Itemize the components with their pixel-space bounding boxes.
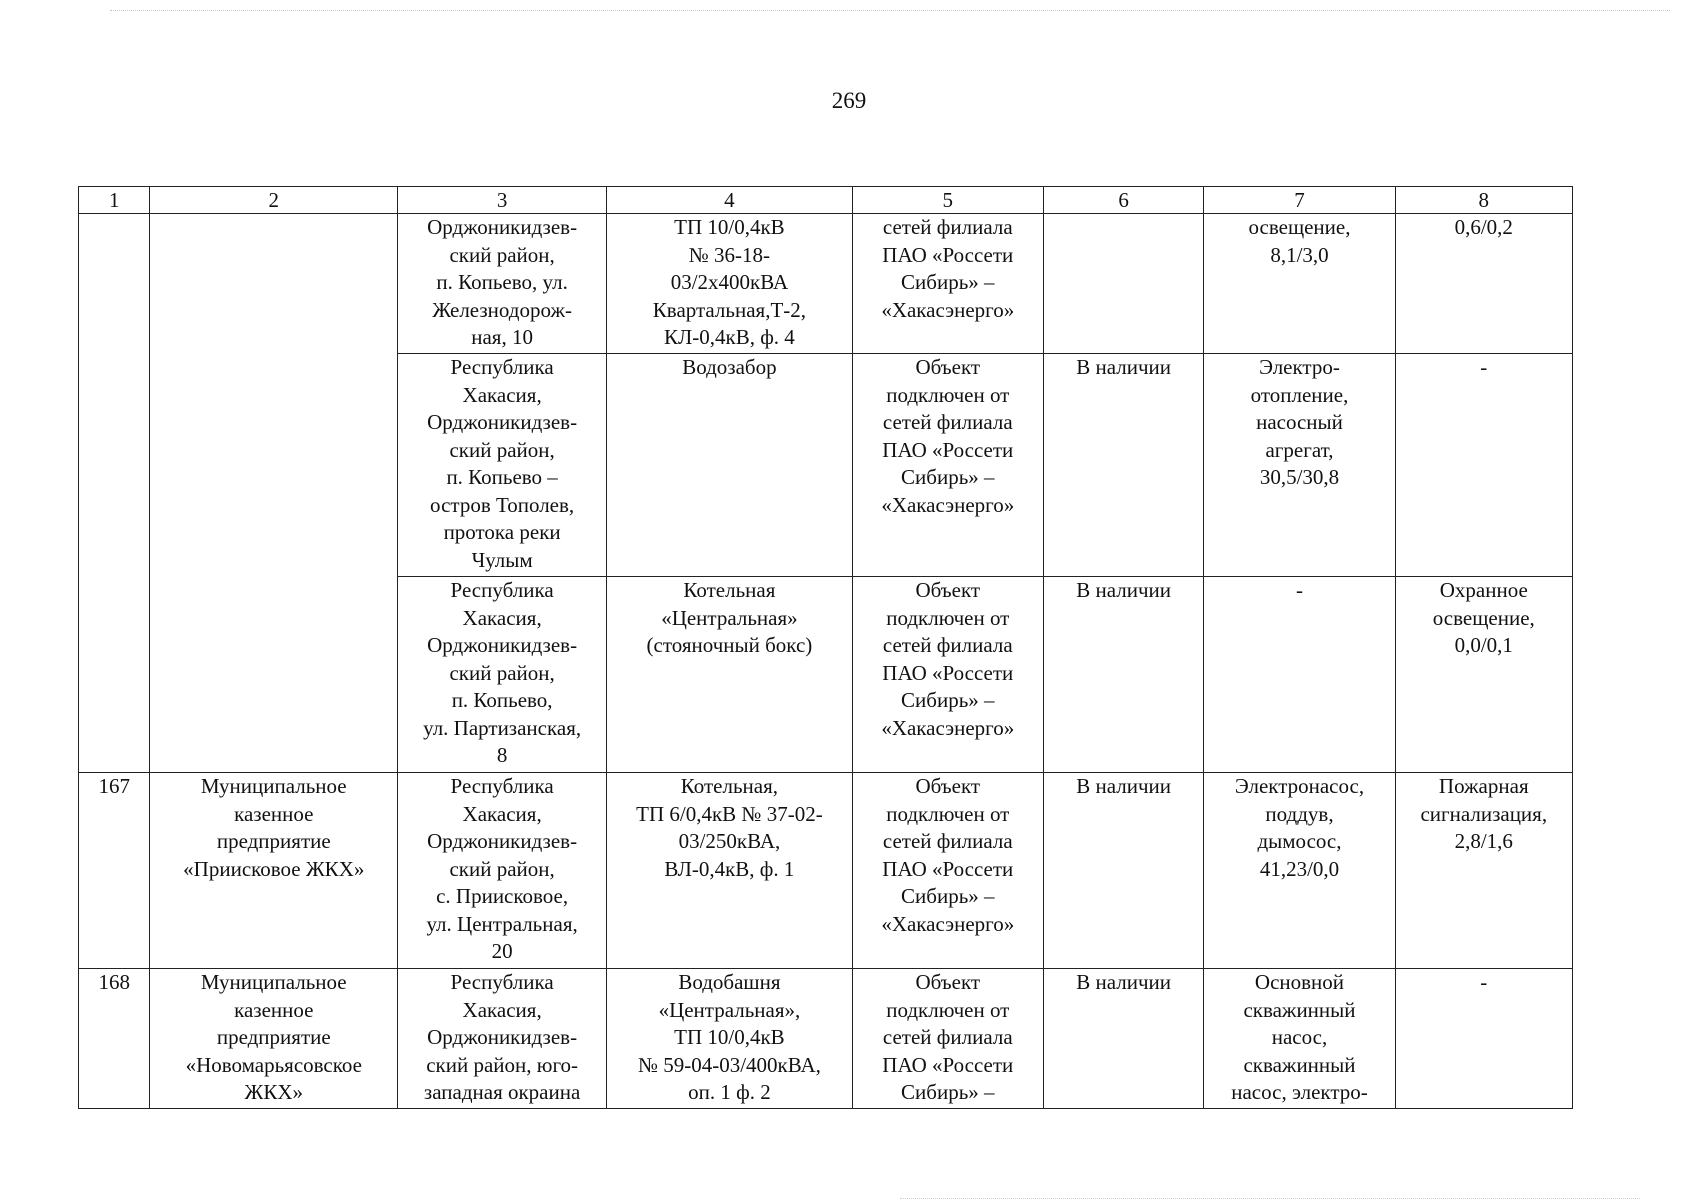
- cell-object: Водобашня «Центральная», ТП 10/0,4кВ № 59-04-03/400кВА, оп. 1 ф. 2: [607, 969, 853, 1109]
- cell-connection: Объект подключен от сетей филиала ПАО «Россети Сибирь» – «Хакасэнерго»: [852, 354, 1043, 577]
- cell-load-1: Электронасос, поддув, дымосос, 41,23/0,0: [1204, 773, 1395, 969]
- cell-number: [79, 214, 150, 773]
- cell-availability: В наличии: [1043, 773, 1204, 969]
- cell-organization: Муниципальное казенное предприятие «Приисковое ЖКХ»: [150, 773, 398, 969]
- cell-load-2: -: [1395, 354, 1572, 577]
- cell-organization: [150, 214, 398, 773]
- cell-number: 168: [79, 969, 150, 1109]
- col-header-2: 2: [150, 187, 398, 214]
- col-header-1: 1: [79, 187, 150, 214]
- cell-availability: В наличии: [1043, 969, 1204, 1109]
- col-header-7: 7: [1204, 187, 1395, 214]
- cell-organization: Муниципальное казенное предприятие «Новомарьясовское ЖКХ»: [150, 969, 398, 1109]
- cell-connection: сетей филиала ПАО «Россети Сибирь» – «Хакасэнерго»: [852, 214, 1043, 354]
- cell-load-2: 0,6/0,2: [1395, 214, 1572, 354]
- column-number-row: [79, 187, 1573, 214]
- cell-availability: В наличии: [1043, 577, 1204, 773]
- cell-availability: В наличии: [1043, 354, 1204, 577]
- cell-load-2: -: [1395, 969, 1572, 1109]
- col-header-6: 6: [1043, 187, 1204, 214]
- cell-object: Водозабор: [607, 354, 853, 577]
- cell-address: Республика Хакасия, Орджоникидзев- ский район, п. Копьево, ул. Партизанская, 8: [398, 577, 607, 773]
- cell-object: ТП 10/0,4кВ № 36-18- 03/2х400кВА Квартальная,Т-2, КЛ-0,4кВ, ф. 4: [607, 214, 853, 354]
- cell-address: Республика Хакасия, Орджоникидзев- ский район, юго- западная окраина: [398, 969, 607, 1109]
- cell-load-1: Основной скважинный насос, скважинный насос, электро-: [1204, 969, 1395, 1109]
- cell-connection: Объект подключен от сетей филиала ПАО «Россети Сибирь» – «Хакасэнерго»: [852, 577, 1043, 773]
- cell-availability: [1043, 214, 1204, 354]
- cell-load-2: Охранное освещение, 0,0/0,1: [1395, 577, 1572, 773]
- cell-object: Котельная «Центральная» (стояночный бокс): [607, 577, 853, 773]
- col-header-8: 8: [1395, 187, 1572, 214]
- cell-address: Республика Хакасия, Орджоникидзев- ский район, с. Приисковое, ул. Центральная, 20: [398, 773, 607, 969]
- cell-connection: Объект подключен от сетей филиала ПАО «Россети Сибирь» – «Хакасэнерго»: [852, 773, 1043, 969]
- page-number: 269: [831, 88, 867, 113]
- table-row: [79, 214, 1573, 354]
- table-row: [79, 969, 1573, 1109]
- cell-load-1: -: [1204, 577, 1395, 773]
- col-header-3: 3: [398, 187, 607, 214]
- cell-number: 167: [79, 773, 150, 969]
- cell-object: Котельная, ТП 6/0,4кВ № 37-02- 03/250кВА, ВЛ-0,4кВ, ф. 1: [607, 773, 853, 969]
- cell-address: Республика Хакасия, Орджоникидзев- ский район, п. Копьево – остров Тополев, протока реки Чулым: [398, 354, 607, 577]
- cell-address: Орджоникидзев- ский район, п. Копьево, ул. Железнодорож- ная, 10: [398, 214, 607, 354]
- cell-load-1: Электро- отопление, насосный агрегат, 30,5/30,8: [1204, 354, 1395, 577]
- scan-artifact-top: [110, 10, 1670, 13]
- col-header-4: 4: [607, 187, 853, 214]
- cell-load-2: Пожарная сигнализация, 2,8/1,6: [1395, 773, 1572, 969]
- cell-connection: Объект подключен от сетей филиала ПАО «Россети Сибирь» –: [852, 969, 1043, 1109]
- data-table: [78, 186, 1573, 1109]
- col-header-5: 5: [852, 187, 1043, 214]
- table-row: [79, 773, 1573, 969]
- cell-load-1: освещение, 8,1/3,0: [1204, 214, 1395, 354]
